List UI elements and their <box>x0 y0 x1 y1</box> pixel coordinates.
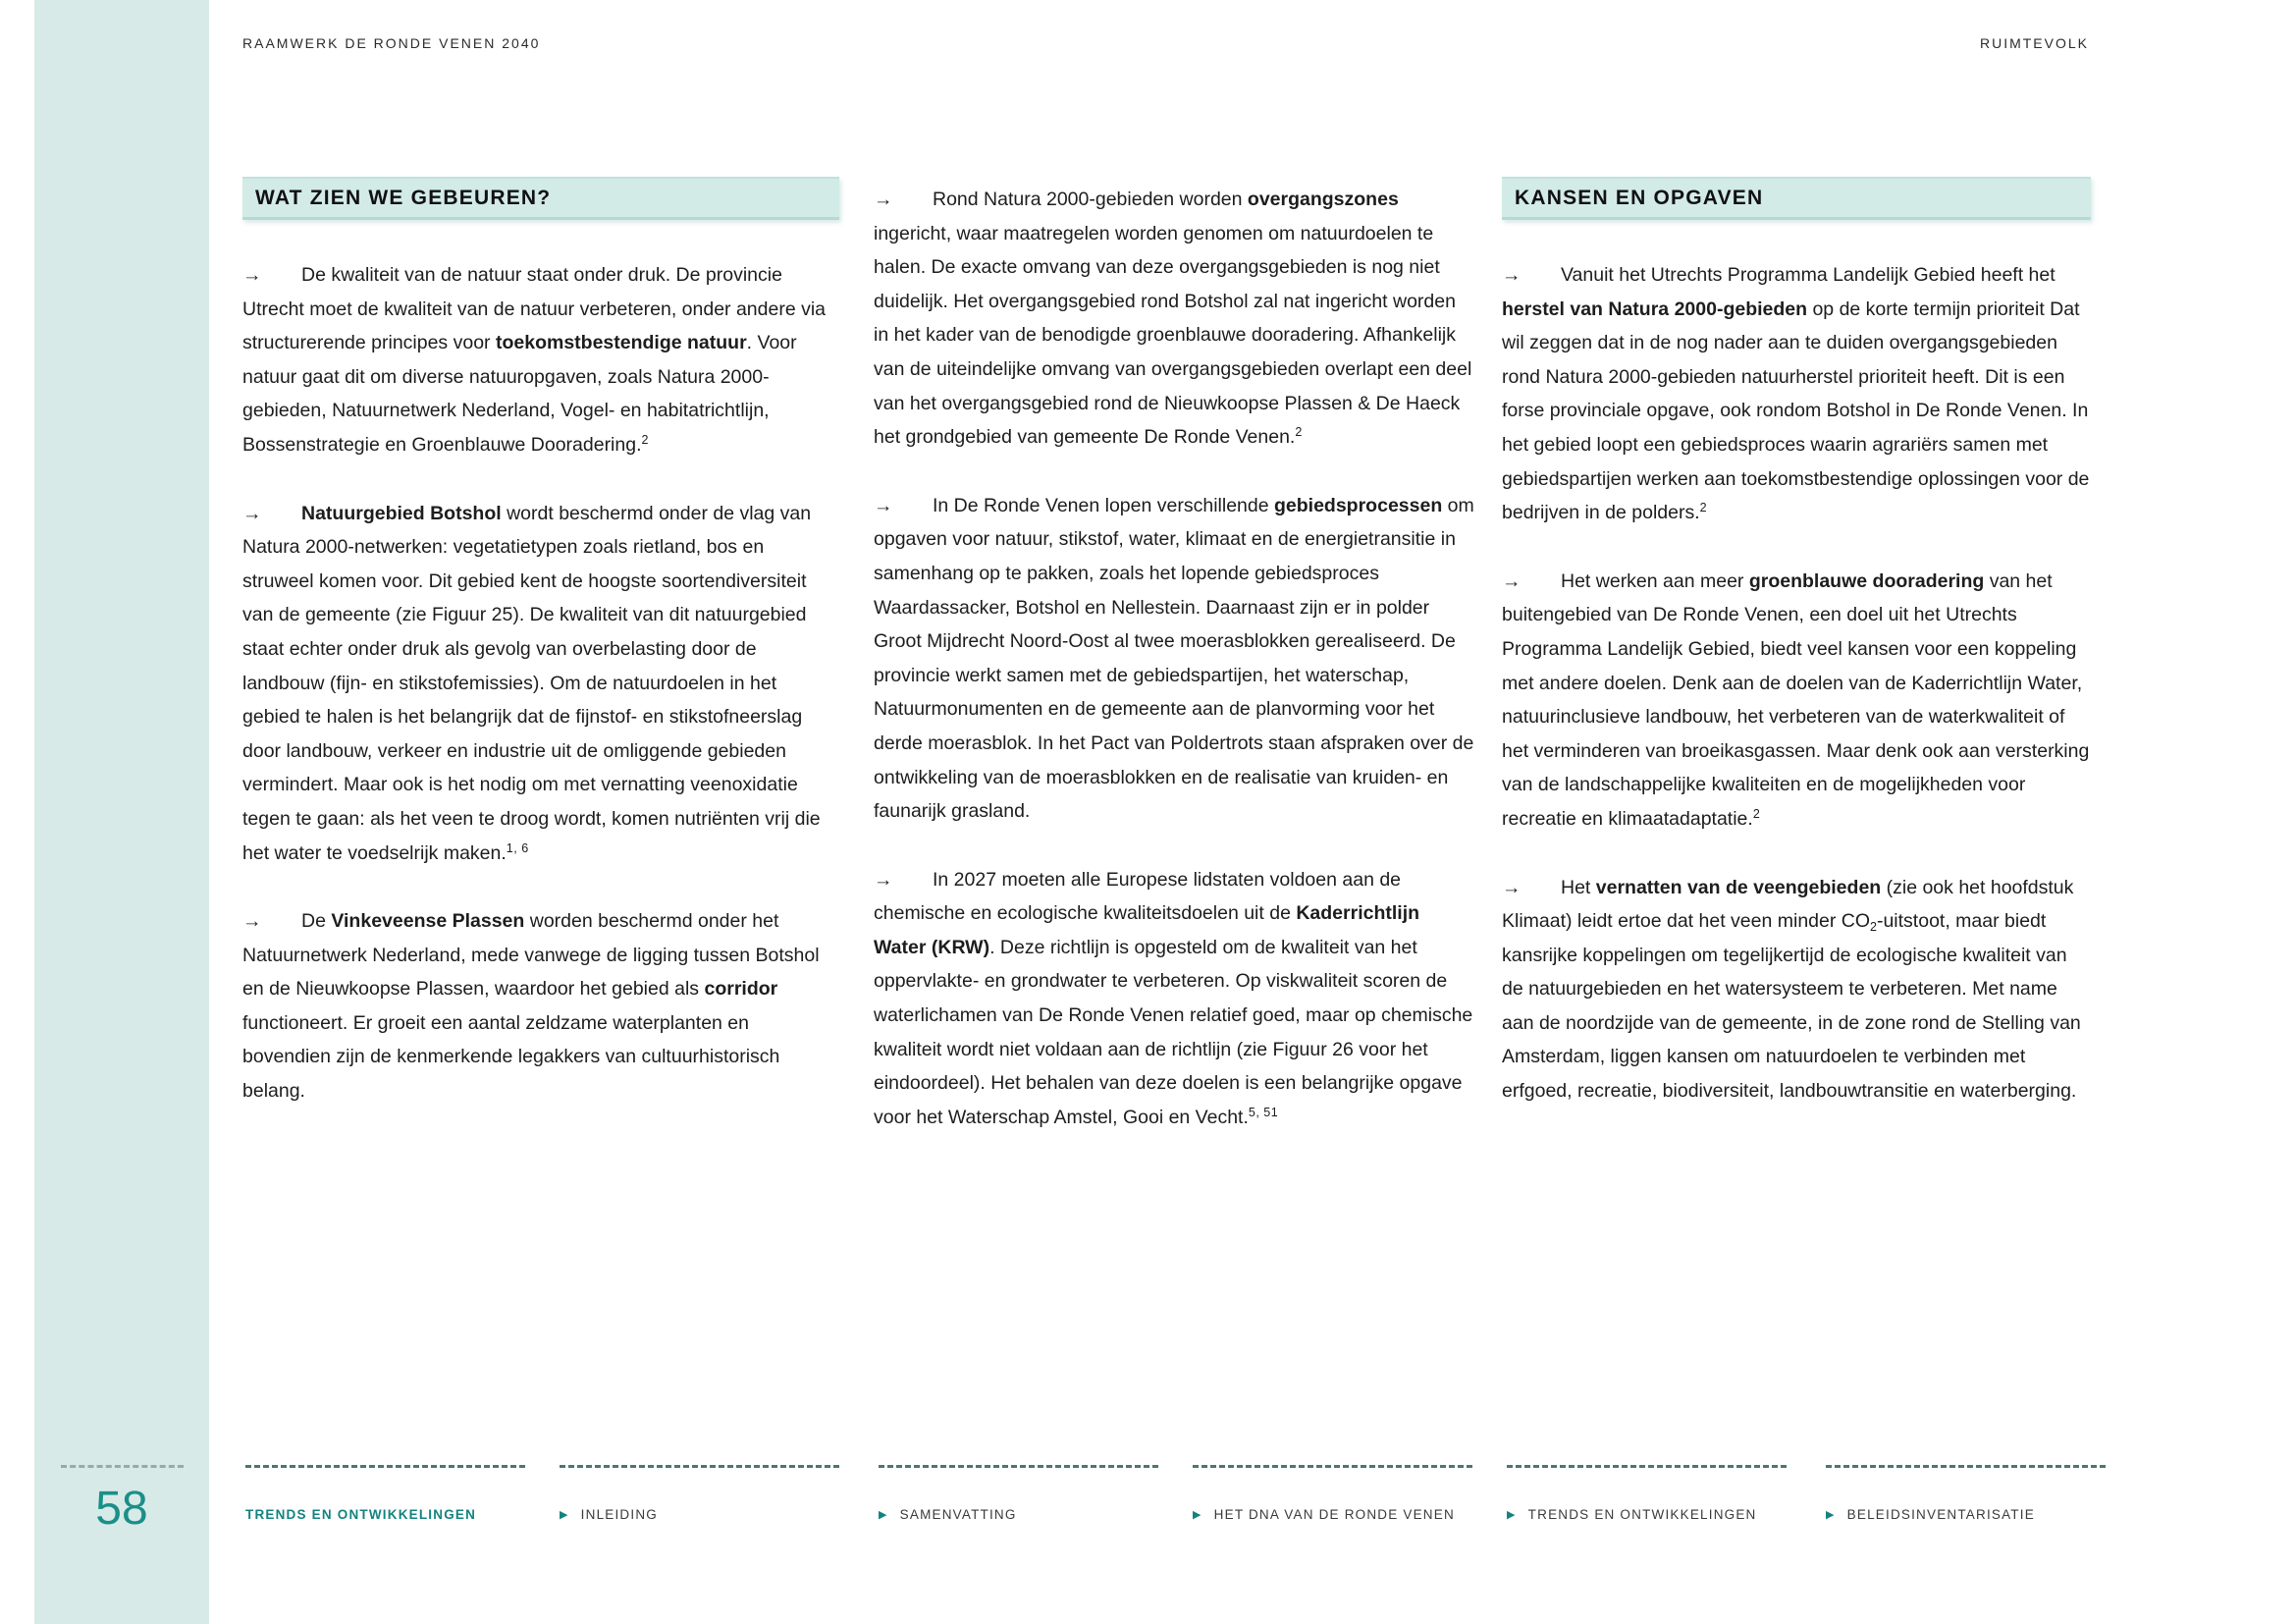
section-heading: KANSEN EN OPGAVEN <box>1515 186 1764 209</box>
arrow-bullet: → <box>1502 569 1522 592</box>
arrow-bullet: → <box>874 868 893 891</box>
triangle-bullet-icon: ▶ <box>1826 1509 1836 1521</box>
column-body <box>242 258 839 1109</box>
text-segment: Natuurgebied Botshol <box>301 502 502 524</box>
arrow-bullet: → <box>242 910 262 933</box>
paragraph <box>1502 258 2091 530</box>
arrow-bullet: → <box>1502 876 1522 898</box>
column-wat-zien-we-gebeuren <box>242 177 839 1143</box>
text-segment: functioneert. Er groeit een aantal zeldzame waterplanten en bovendien zijn de kenmerkende legakkers van cultuurhistorisch belang. <box>242 1011 780 1103</box>
page-number: 58 <box>95 1483 148 1535</box>
text-segment: . Deze richtlijn is opgesteld om de kwaliteit van het oppervlakte- en grondwater te verbeteren. Op viskwaliteit scoren de waterlichamen van De Ronde Venen relatief goed, maar op chemische kwaliteit wordt niet voldaan aan de richtlijn (zie Figuur 26 voor het eindoordeel). Het behalen van deze doelen is een belangrijke opgave voor het Waterschap Amstel, Gooi en Vecht. <box>874 936 1473 1128</box>
arrow-bullet: → <box>874 189 893 210</box>
text-segment: Kaderrichtlijn Water (KRW) <box>874 902 1420 958</box>
dashed-divider <box>879 1465 1158 1468</box>
text-segment: Vanuit het Utrechts Programma Landelijk Gebied heeft het <box>1561 264 2056 286</box>
dashed-divider <box>61 1465 184 1468</box>
text-segment: wordt beschermd onder de vlag van Natura 2000-netwerken: vegetatietypen zoals rietland, bos en struweel komen voor. Dit gebied kent de hoogste soortendiversiteit van de gemeente (zie Figuur 25). De kwaliteit van dit natuurgebied staat echter onder druk als gevolg van overbelasting door de landbouw (fijn- en stikstofemissies). Om de natuurdoelen in het gebied te halen is het belangrijk dat de fijnstof- en stikstofneerslag door landbouw, verkeer en industrie uit de omliggende gebieden vermindert. Maar ook is het nodig om met vernatting veenoxidatie tegen te gaan: als het veen te droog wordt, komen nutriënten vrij die het water te voedselrijk maken. <box>242 502 821 864</box>
paragraph <box>242 497 839 871</box>
text-segment: van het buitengebied van De Ronde Venen, een doel uit het Utrechts Programma Landelijk Gebied, biedt veel kansen voor een koppeling met andere doelen. Denk aan de doelen van de Kaderrichtlijn Water, natuurinclusieve landbouw, het verbeteren van de waterkwaliteit of het verminderen van broeikasgassen. Maar denk ook aan versterking van de landschappelijke kwaliteiten en de mogelijkheden voor recreatie en klimaatadaptatie. <box>1502 569 2090 830</box>
footnote-reference: 2 <box>1295 425 1303 440</box>
footer-nav-label: SAMENVATTING <box>899 1507 1017 1522</box>
text-segment: ingericht, waar maatregelen worden genomen om natuurdoelen te halen. De exacte omvang van deze overgangsgebieden is nog niet duidelijk. Het overgangsgebied rond Botshol zal nat ingericht worden in het kader van de benodigde groenblauwe dooradering. Afhankelijk van de uiteindelijke omvang van overgangsgebieden overlapt een deel van het overgangsgebied rond de Nieuwkoopse Plassen & De Haeck het grondgebied van gemeente De Ronde Venen. <box>874 222 1472 449</box>
dashed-divider <box>560 1465 839 1468</box>
text-segment: vernatten van de veengebieden <box>1595 876 1882 898</box>
running-header-title: RAAMWERK DE RONDE VENEN 2040 <box>242 35 541 51</box>
text-segment: De <box>301 910 332 933</box>
footer-section-label: TRENDS EN ONTWIKKELINGEN <box>245 1507 477 1522</box>
paragraph <box>874 489 1474 829</box>
footnote-reference: 2 <box>1752 806 1761 821</box>
footer-nav-label: BELEIDSINVENTARISATIE <box>1846 1507 2035 1522</box>
text-segment: op de korte termijn prioriteit Dat wil zeggen dat in de nog nader aan te duiden overgangsgebieden rond Natura 2000-gebieden natuurherstel prioriteit heeft. Dit is een forse provinciale opgave, ook rondom Botshol in De Ronde Venen. In het gebied loopt een gebiedsproces waarin agrariërs samen met gebiedspartijen werken aan toekomstbestendige oplossingen voor de bedrijven in de polders. <box>1502 298 2090 524</box>
text-segment: De kwaliteit van de natuur staat onder druk. De provincie Utrecht moet de kwaliteit van de natuur verbeteren, onder andere via structurerende principes voor <box>242 264 827 354</box>
triangle-bullet-icon: ▶ <box>879 1509 888 1521</box>
footer-nav-beleidsinventarisatie[interactable] <box>1826 1507 2035 1522</box>
text-segment: herstel van Natura 2000-gebieden <box>1502 298 1808 320</box>
triangle-bullet-icon: ▶ <box>1507 1509 1517 1521</box>
column-kansen-en-opgaven <box>1502 177 2091 1143</box>
text-segment: In 2027 moeten alle Europese lidstaten voldoen aan de chemische en ecologische kwaliteitsdoelen uit de <box>874 868 1402 925</box>
paragraph <box>874 183 1474 455</box>
footer-nav-het-dna-van-de-ronde-venen[interactable] <box>1193 1507 1455 1522</box>
footer-nav-label: INLEIDING <box>580 1507 658 1522</box>
footnote-reference: 1, 6 <box>506 840 529 855</box>
dashed-divider <box>1826 1465 2106 1468</box>
paragraph <box>1502 871 2091 1109</box>
text-segment: om opgaven voor natuur, stikstof, water, klimaat en de energietransitie in samenhang op te pakken, zoals het lopende gebiedsproces Waardassacker, Botshol en Nellestein. Daarnaast zijn er in polder Groot Mijdrecht Noord-Oost al twee moerasblokken gerealiseerd. De provincie werkt samen met de gebiedspartijen, het waterschap, Natuurmonumenten en de gemeente aan de planvorming voor het derde moerasblok. In het Pact van Poldertrots staan afspraken over de ontwikkeling van de moerasblokken en de realisatie van kruiden- en faunarijk grasland. <box>874 494 1474 823</box>
section-heading-band <box>1502 177 2091 220</box>
column-body <box>874 183 1474 1134</box>
footer-nav-label: HET DNA VAN DE RONDE VENEN <box>1213 1507 1455 1522</box>
section-heading: WAT ZIEN WE GEBEUREN? <box>255 186 552 209</box>
paragraph <box>874 863 1474 1135</box>
text-segment: worden beschermd onder het Natuurnetwerk Nederland, mede vanwege de ligging tussen Botshol en de Nieuwkoopse Plassen, waardoor het gebied als <box>242 910 820 1001</box>
text-segment: . Voor natuur gaat dit om diverse natuuropgaven, zoals Natura 2000-gebieden, Natuurnetwerk Nederland, Vogel- en habitatrichtlijn, Bossenstrategie en Groenblauwe Dooradering. <box>242 332 797 456</box>
text-segment: groenblauwe dooradering <box>1748 569 1985 592</box>
paragraph <box>1502 565 2091 837</box>
triangle-bullet-icon: ▶ <box>560 1509 569 1521</box>
sidebar-strip <box>34 0 209 1624</box>
triangle-bullet-icon: ▶ <box>1193 1509 1202 1521</box>
footer-nav-inleiding[interactable] <box>560 1507 658 1522</box>
footer-nav-samenvatting[interactable] <box>879 1507 1017 1522</box>
text-segment: overgangszones <box>1247 189 1399 210</box>
text-segment: Het <box>1561 876 1596 898</box>
arrow-bullet: → <box>242 502 262 524</box>
subscript-text: 2 <box>1870 920 1877 935</box>
paragraph <box>242 904 839 1109</box>
text-segment: -uitstoot, maar biedt kansrijke koppelingen om tegelijkertijd de ecologische kwaliteit van de natuurgebieden en het watersysteem te verbeteren. Met name aan de noordzijde van de gemeente, in de zone rond de Stelling van Amsterdam, liggen kansen om natuurdoelen te verbinden met erfgoed, recreatie, biodiversiteit, landbouwtransitie en waterberging. <box>1502 910 2081 1103</box>
paragraph <box>242 258 839 462</box>
arrow-bullet: → <box>242 264 262 286</box>
text-segment: (zie ook het hoofdstuk Klimaat) leidt ertoe dat het veen minder CO <box>1502 876 2074 933</box>
footer-nav-trends-en-ontwikkelingen[interactable] <box>1507 1507 1757 1522</box>
column-middle <box>874 183 1474 1168</box>
text-segment: Rond Natura 2000-gebieden worden <box>933 189 1248 210</box>
dashed-divider <box>1193 1465 1472 1468</box>
footnote-reference: 5, 51 <box>1248 1105 1279 1119</box>
running-header-publisher: RUIMTEVOLK <box>1979 35 2089 51</box>
footer-nav-label: TRENDS EN ONTWIKKELINGEN <box>1527 1507 1757 1522</box>
text-segment: Het werken aan meer <box>1561 569 1749 592</box>
dashed-divider <box>1507 1465 1787 1468</box>
arrow-bullet: → <box>874 494 893 516</box>
arrow-bullet: → <box>1502 264 1522 286</box>
text-segment: toekomstbestendige natuur <box>495 332 747 354</box>
dashed-divider <box>245 1465 525 1468</box>
text-segment: Vinkeveense Plassen <box>331 910 525 933</box>
text-segment: gebiedsprocessen <box>1274 494 1443 516</box>
footnote-reference: 2 <box>1699 501 1708 515</box>
footnote-reference: 2 <box>641 432 649 447</box>
section-heading-band <box>242 177 839 220</box>
column-body <box>1502 258 2091 1109</box>
text-segment: corridor <box>704 978 778 1001</box>
text-segment: In De Ronde Venen lopen verschillende <box>933 494 1274 516</box>
